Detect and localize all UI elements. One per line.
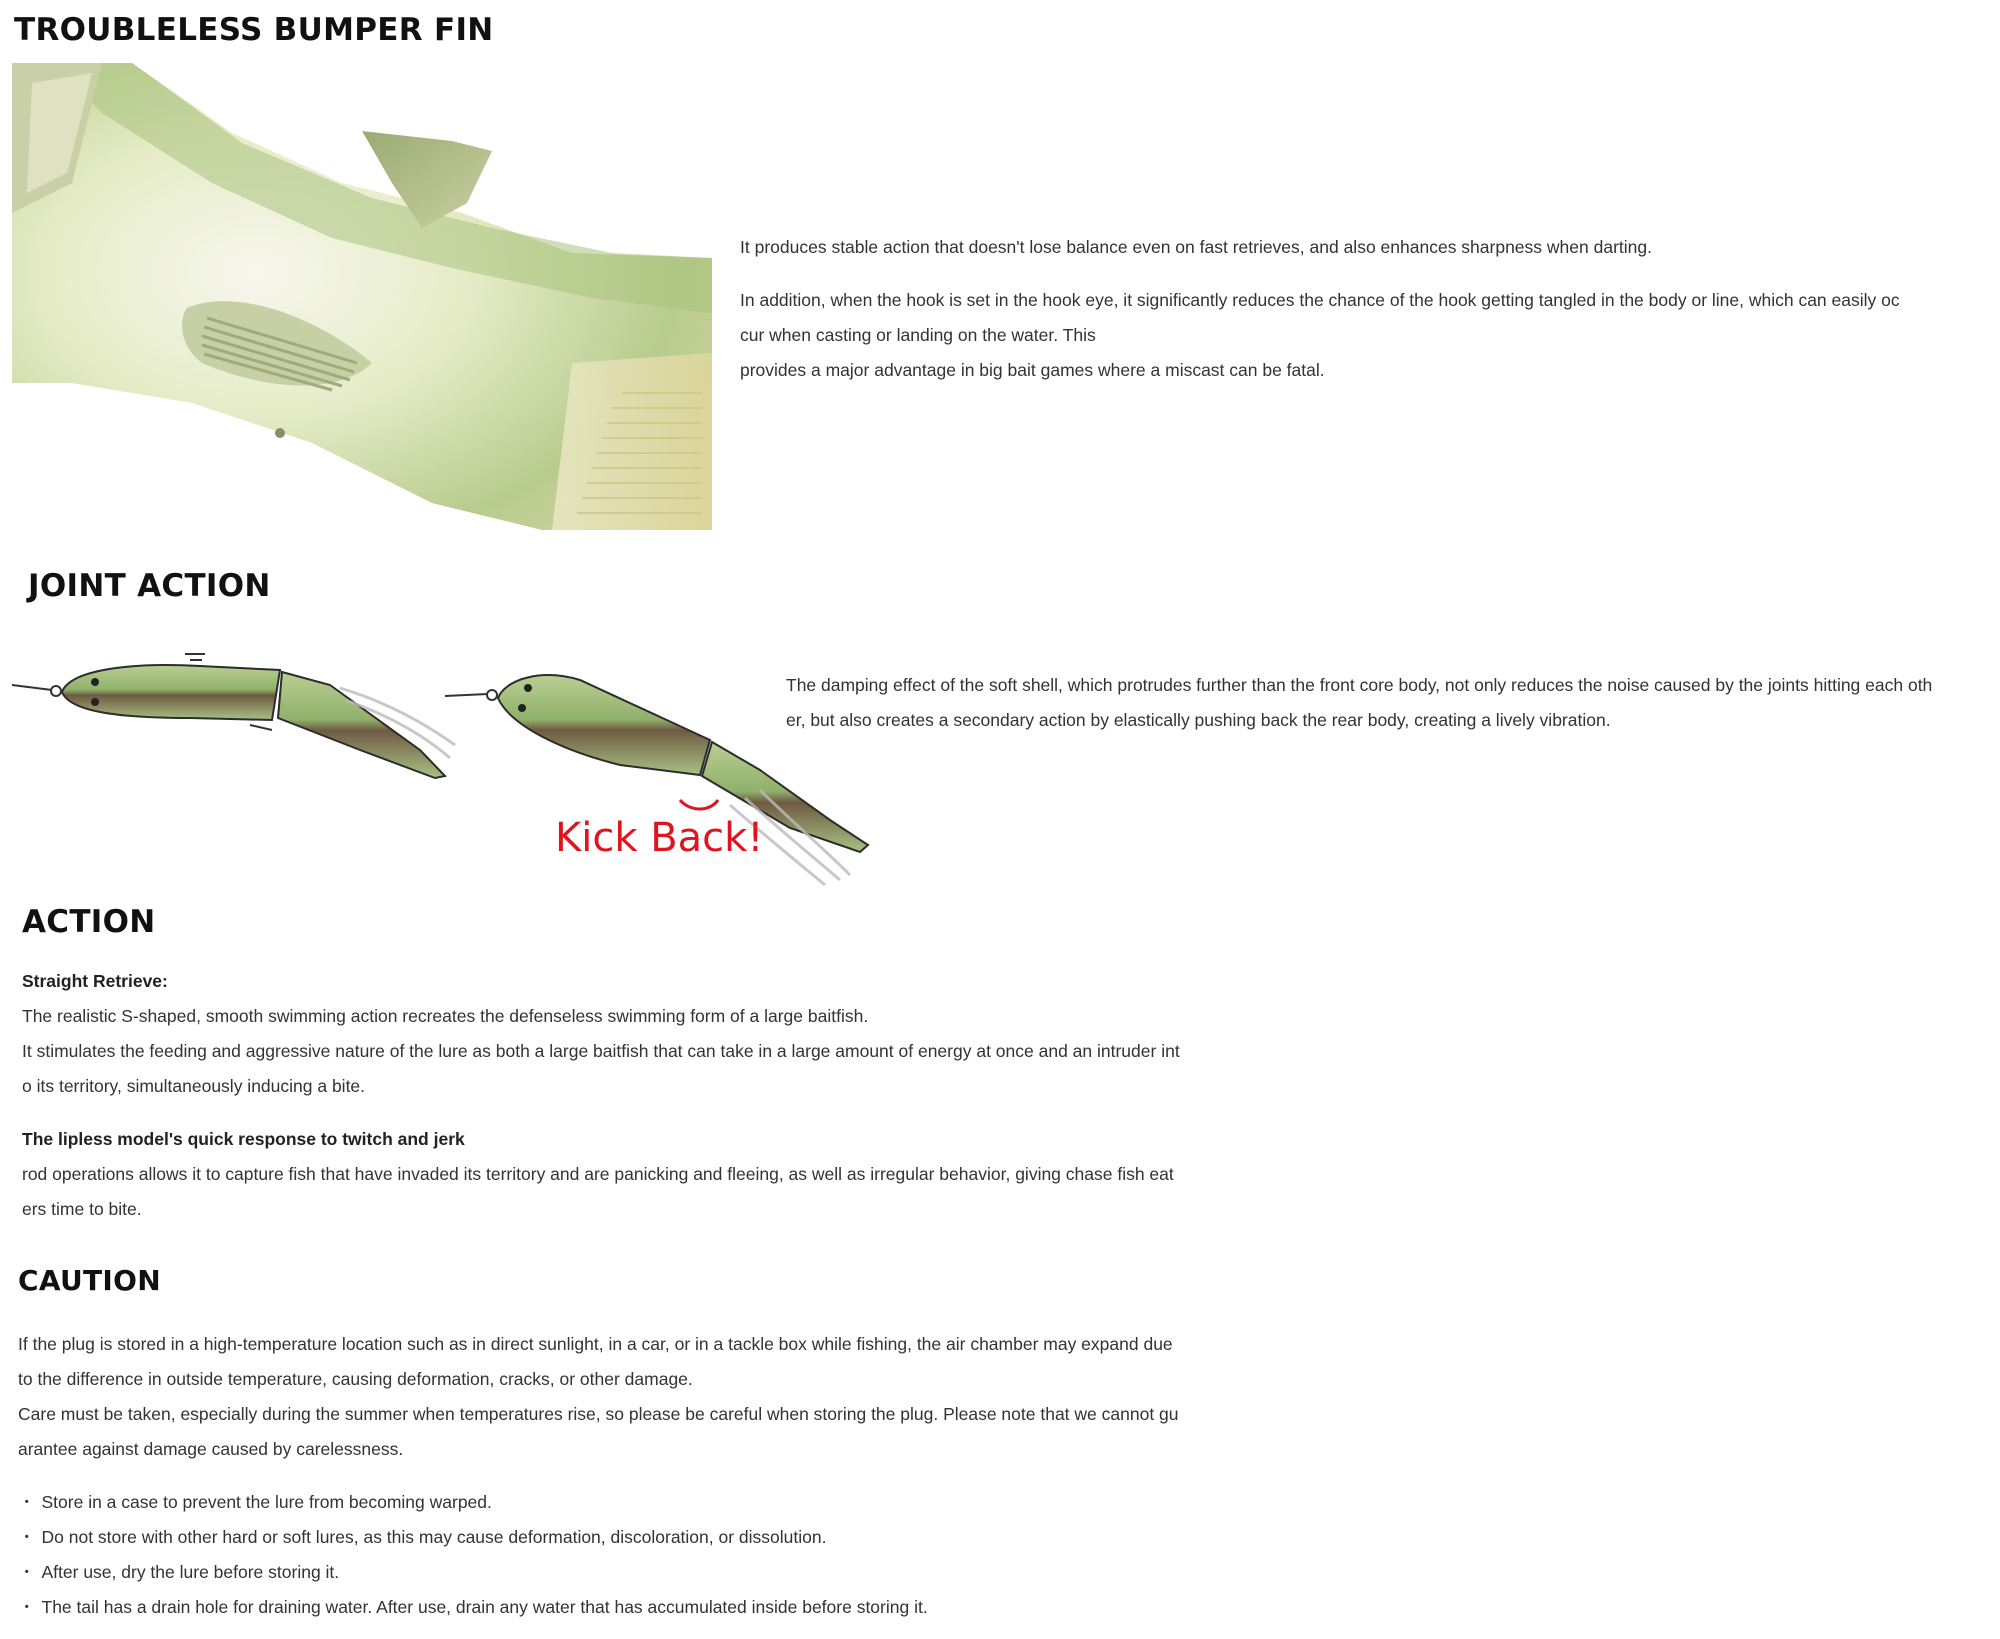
joint-action-line-2: er, but also creates a secondary action by elastically pushing back the rear body, creating a lively vibration. bbox=[786, 710, 1611, 730]
caution-line-4: arantee against damage caused by carelessness. bbox=[18, 1439, 404, 1459]
joint-action-heading: JOINT ACTION bbox=[28, 568, 271, 604]
action-text bbox=[22, 964, 1282, 1227]
action-subheading-lipless: The lipless model's quick response to twitch and jerk bbox=[22, 1129, 465, 1149]
joint-action-line-1: The damping effect of the soft shell, which protrudes further than the front core body, not only reduces the noise caused by the joints hitting each oth bbox=[786, 675, 1933, 695]
action-line-3: o its territory, simultaneously inducing a bite. bbox=[22, 1076, 366, 1096]
joint-action-text bbox=[786, 668, 1986, 738]
bumper-fin-paragraph-2-line-2: cur when casting or landing on the water. This bbox=[740, 325, 1096, 345]
caution-line-2: to the difference in outside temperature, causing deformation, cracks, or other damage. bbox=[18, 1369, 693, 1389]
action-line-4: rod operations allows it to capture fish that have invaded its territory and are panicking and fleeing, as well as irregular behavior, giving chase fish eat bbox=[22, 1164, 1174, 1184]
list-item: ・ Store in a case to prevent the lure from becoming warped. bbox=[18, 1492, 492, 1512]
caution-line-1: If the plug is stored in a high-temperature location such as in direct sunlight, in a car, or in a tackle box while fishing, the air chamber may expand due bbox=[18, 1334, 1173, 1354]
list-item: ・ Do not store with other hard or soft lures, as this may cause deformation, discoloration, or dissolution. bbox=[18, 1527, 827, 1547]
bumper-fin-paragraph-1: It produces stable action that doesn't lose balance even on fast retrieves, and also enhances sharpness when darting. bbox=[740, 237, 1652, 257]
bumper-fin-text bbox=[740, 230, 1980, 388]
action-line-1: The realistic S-shaped, smooth swimming action recreates the defenseless swimming form of a large baitfish. bbox=[22, 1006, 869, 1026]
list-item: ・ The tail has a drain hole for draining water. After use, drain any water that has accumulated inside before storing it. bbox=[18, 1597, 928, 1617]
bumper-fin-paragraph-2-line-1: In addition, when the hook is set in the hook eye, it significantly reduces the chance of the hook getting tangled in the body or line, which can easily oc bbox=[740, 290, 1900, 310]
bumper-fin-photo bbox=[12, 63, 712, 530]
caution-text bbox=[18, 1327, 1278, 1625]
action-line-5: ers time to bite. bbox=[22, 1199, 142, 1219]
lure-straight bbox=[12, 654, 455, 778]
caution-line-3: Care must be taken, especially during the summer when temperatures rise, so please be careful when storing the plug. Please note that we cannot gu bbox=[18, 1404, 1179, 1424]
caution-heading: CAUTION bbox=[18, 1264, 161, 1297]
action-line-2: It stimulates the feeding and aggressive nature of the lure as both a large baitfish that can take in a large amount of energy at once and an intruder int bbox=[22, 1041, 1180, 1061]
action-subheading-straight: Straight Retrieve: bbox=[22, 971, 168, 991]
list-item: ・ After use, dry the lure before storing it. bbox=[18, 1562, 340, 1582]
kick-back-label: Kick Back! bbox=[555, 815, 764, 861]
bumper-fin-paragraph-2-line-3: provides a major advantage in big bait games where a miscast can be fatal. bbox=[740, 360, 1325, 380]
action-heading: ACTION bbox=[22, 904, 156, 940]
caution-bullet-list bbox=[18, 1485, 1278, 1625]
bumper-fin-heading: TROUBLELESS BUMPER FIN bbox=[14, 12, 494, 48]
